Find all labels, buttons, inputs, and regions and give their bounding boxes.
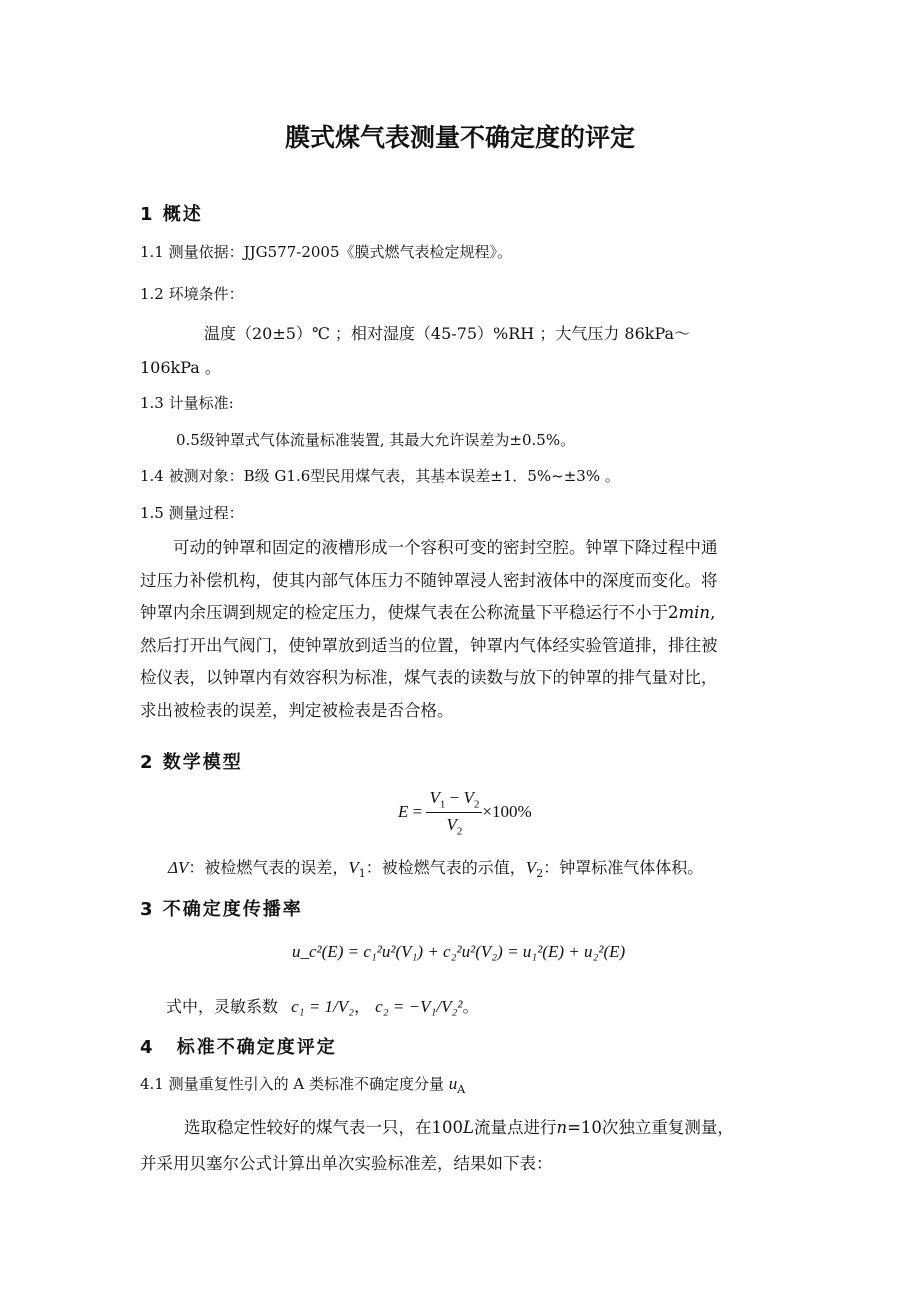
measurement-process-paragraph — [140, 532, 780, 727]
section-1-5-process: 1.5 测量过程： — [140, 504, 244, 522]
minus-sign: − — [449, 788, 460, 807]
section-4-1-heading — [140, 1073, 465, 1096]
delta-v-symbol: ΔV — [168, 858, 189, 877]
ua-symbol: u — [448, 1074, 458, 1093]
section-2-heading: 2 数学模型 — [140, 752, 243, 773]
v2-sub: 2 — [536, 867, 544, 881]
formula-legend — [168, 855, 703, 880]
propagation-equation: u_c²(E) = c₁²u²(V₁) + c₂²u²(V₂) = u₁²(E) + u₂²(E) — [292, 942, 626, 961]
section-1-1-basis: 1.1 测量依据：JJG577-2005《膜式燃气表检定规程》。 — [140, 243, 513, 261]
numerator-v1: V — [429, 788, 440, 807]
standard-description: 0.5级钟罩式气体流量标准装置, 其最大允许误差为±0.5%。 — [176, 431, 576, 449]
v1-symbol: V — [348, 858, 359, 877]
formula-fraction — [426, 788, 482, 838]
symbol-n: n — [556, 1118, 568, 1137]
section-1-3-standard: 1.3 计量标准: — [140, 394, 234, 412]
repeatability-line-1 — [184, 1114, 734, 1138]
section-1-heading: 1 概述 — [140, 204, 203, 225]
sentence-end: 。 — [462, 997, 479, 1016]
process-line: 然后打开出气阀门，使钟罩放到适当的位置，钟罩内气体经实验管道排，排往被 — [140, 635, 718, 655]
page-title: 膜式煤气表测量不确定度的评定 — [284, 123, 635, 152]
section-4-heading: 4 标准不确定度评定 — [140, 1037, 337, 1058]
formula-lhs: E — [398, 801, 409, 821]
v1-desc: ：被检燃气表的示值， — [365, 858, 526, 877]
error-formula: E = $\frac{V_1 - V_2}{V_2}$ ×100% — [398, 788, 532, 838]
environment-conditions-line-1: 温度（20±5）℃ ；相对湿度（45-75）%RH ；大气压力 86kPa～ — [204, 324, 691, 343]
line1-text-a: 选取稳定性较好的煤气表一只，在100 — [184, 1118, 463, 1137]
process-line-text: 钟罩内余压调到规定的检定压力，使煤气表在公称流量下平稳运行不小于 — [140, 603, 668, 622]
process-line: 可动的钟罩和固定的液槽形成一个容积可变的密封空腔。钟罩下降过程中通 — [173, 538, 718, 557]
formula-times: ×100% — [482, 801, 532, 821]
c2-expression: c₂ = −V₁/V₂² — [375, 997, 463, 1016]
ua-sub: A — [457, 1083, 466, 1096]
line1-text-b: 流量点进行 — [473, 1118, 557, 1137]
numerator-v2: V — [463, 788, 474, 807]
process-line: 钟罩内余压调到规定的检定压力，使煤气表在公称流量下平稳运行不小于2min, — [140, 603, 716, 622]
separator: ， — [354, 997, 371, 1016]
sensitivity-coefficients — [166, 994, 479, 1017]
process-time-value: 2 — [668, 603, 679, 622]
denominator-v2: V — [446, 815, 457, 835]
process-line: 过压力补偿机构，使其内部气体压力不随钟罩浸人密封液体中的深度而变化。将 — [140, 570, 718, 590]
v2-symbol: V — [525, 858, 537, 877]
environment-conditions-line-2: 106kPa 。 — [140, 358, 221, 377]
numerator-v2-sub: 2 — [473, 798, 480, 811]
delta-v-desc: ：被检燃气表的误差， — [188, 858, 349, 877]
c1-expression: c₁ = 1/V₂ — [291, 997, 355, 1016]
sensitivity-label: 式中，灵敏系数 — [166, 997, 279, 1016]
process-line: 检仪表，以钟罩内有效容积为标准，煤气表的读数与放下的钟罩的排气量对比， — [140, 668, 718, 687]
v1-sub: 1 — [358, 867, 366, 881]
line1-text-c: =10次独立重复测量， — [567, 1118, 734, 1137]
section-1-4-object: 1.4 被测对象：B级 G1.6型民用煤气表，其基本误差±1．5%~±3% 。 — [140, 467, 620, 485]
numerator-v1-sub: 1 — [439, 798, 446, 811]
section-4-1-text: 4.1 测量重复性引入的 A 类标准不确定度分量 — [140, 1075, 444, 1093]
section-3-heading: 3 不确定度传播率 — [140, 899, 303, 920]
unit-L: L — [463, 1118, 474, 1137]
repeatability-line-2: 并采用贝塞尔公式计算出单次实验标准差，结果如下表： — [140, 1154, 553, 1173]
section-1-2-environment: 1.2 环境条件： — [140, 285, 244, 303]
process-line: 求出被检表的误差，判定被检表是否合格。 — [140, 700, 454, 720]
denominator-v2-sub: 2 — [456, 825, 463, 838]
v2-desc: ：钟罩标准气体体积。 — [543, 858, 704, 877]
process-time-unit: min — [678, 603, 711, 622]
